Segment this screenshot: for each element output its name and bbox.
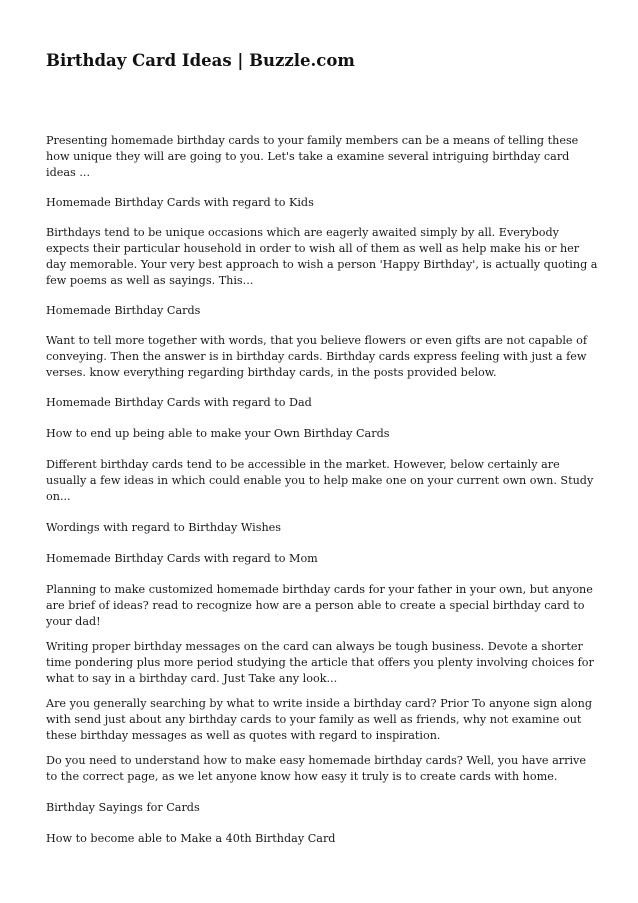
- section-heading-dad: Homemade Birthday Cards with regard to Dad: [46, 396, 312, 409]
- section-heading-make-own: How to end up being able to make your Own Birthday Cards: [46, 427, 390, 440]
- father-cards-paragraph: Planning to make customized homemade birthday cards for your father in your own, but anyone are brief of ideas? read to recognize how are a person able to create a special birthday card to your dad!: [46, 583, 593, 628]
- section-heading-wordings: Wordings with regard to Birthday Wishes: [46, 521, 282, 534]
- page-title: Birthday Card Ideas | Buzzle.com: [46, 51, 355, 70]
- section-heading-40th: How to become able to Make a 40th Birthday Card: [46, 832, 336, 845]
- section-heading-sayings: Birthday Sayings for Cards: [46, 801, 200, 814]
- section-heading-kids: Homemade Birthday Cards with regard to Kids: [46, 196, 314, 209]
- section-heading-mom: Homemade Birthday Cards with regard to Mom: [46, 552, 318, 565]
- easy-cards-paragraph: Do you need to understand how to make easy homemade birthday cards? Well, you have arrive to the correct page, as we let anyone know how easy it truly is to create cards with home.: [46, 754, 586, 783]
- inspiration-paragraph: Are you generally searching by what to write inside a birthday card? Prior To anyone sign along with send just about any birthday cards to your family as well as friends, why not examine out these birthday messages as well as quotes with regard to inspiration.: [46, 697, 592, 742]
- document-body: [46, 133, 598, 847]
- section-heading-homemade-cards: Homemade Birthday Cards: [46, 304, 201, 317]
- messages-paragraph: Writing proper birthday messages on the card can always be tough business. Devote a shorter time pondering plus more period studying the article that offers you plenty involving choices for what to say in a birthday card. Just Take any look...: [46, 640, 594, 685]
- homemade-cards-paragraph: Want to tell more together with words, that you believe flowers or even gifts are not capable of conveying. Then the answer is in birthday cards. Birthday cards express feeling with just a few verses. know everything regarding birthday cards, in the posts provided below.: [46, 334, 587, 379]
- intro-paragraph: Presenting homemade birthday cards to your family members can be a means of telling these how unique they will are going to you. Let's take a examine several intriguing birthday card ideas ...: [46, 134, 579, 179]
- make-own-paragraph: Different birthday cards tend to be accessible in the market. However, below certainly are usually a few ideas in which could enable you to help make one on your current own own. Study on...: [46, 458, 594, 503]
- kids-paragraph: Birthdays tend to be unique occasions which are eagerly awaited simply by all. Everybody expects their particular household in order to wish all of them as well as help make his or her day memorable. Your very best approach to wish a person 'Happy Birthday', is actually quoting a few poems as well as sayings. This...: [46, 226, 598, 287]
